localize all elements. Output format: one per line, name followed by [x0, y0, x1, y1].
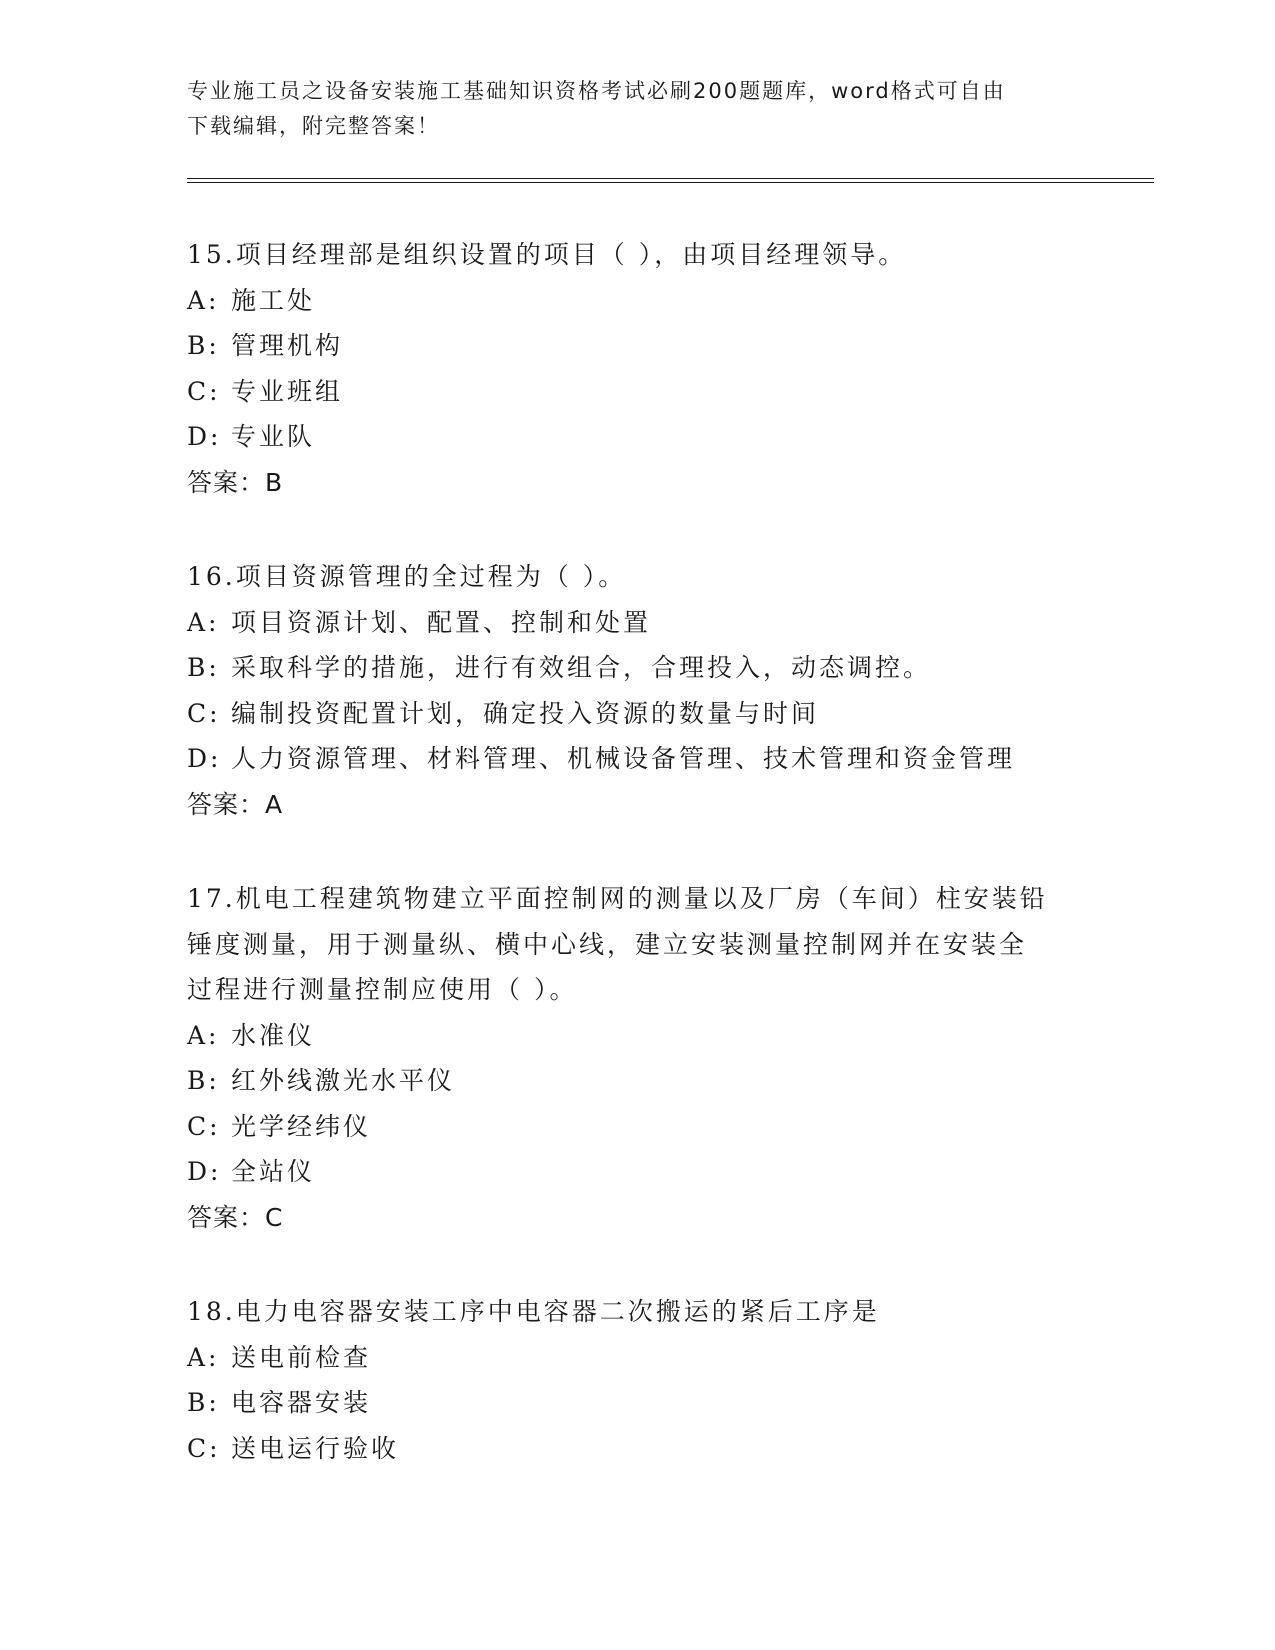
option-letter: B:: [187, 1388, 220, 1417]
answer-line: 答案：B: [187, 467, 284, 497]
option-item: [187, 278, 1087, 324]
option-item: [187, 323, 1087, 369]
option-item: [187, 1335, 1087, 1381]
question-text: 17.机电工程建筑物建立平面控制网的测量以及厂房（车间）柱安装铅: [187, 884, 1048, 913]
answer-line: 答案：A: [187, 789, 284, 819]
question-block: [187, 554, 1087, 827]
option-text: 施工处: [231, 285, 316, 315]
option-item: [187, 600, 1087, 646]
option-text: 管理机构: [231, 331, 344, 360]
option-letter: A:: [187, 285, 220, 315]
option-text: 项目资源计划、配置、控制和处置: [231, 607, 652, 637]
question-block: [187, 232, 1087, 505]
option-letter: C:: [187, 1111, 221, 1141]
option-letter: D:: [187, 744, 222, 773]
option-item: [187, 1013, 1087, 1059]
option-letter: C:: [187, 1433, 221, 1463]
option-text: 电容器安装: [231, 1388, 372, 1417]
option-text: 送电运行验收: [231, 1433, 400, 1463]
option-letter: C:: [187, 698, 221, 728]
question-text: 16.项目资源管理的全过程为（ ）。: [187, 562, 627, 591]
header-line-1: 专业施工员之设备安装施工基础知识资格考试必刷200题题库，word格式可自由: [187, 79, 1006, 103]
option-text: 全站仪: [231, 1157, 316, 1186]
header-divider: [187, 178, 1154, 183]
question-text: 18.电力电容器安装工序中电容器二次搬运的紧后工序是: [187, 1297, 880, 1326]
option-letter: B:: [187, 1066, 220, 1095]
option-letter: D:: [187, 1157, 222, 1186]
header-line-2: 下载编辑，附完整答案！: [187, 114, 440, 138]
answer-line: 答案：C: [187, 1202, 284, 1232]
option-item: [187, 1380, 1087, 1426]
option-item: [187, 1149, 1087, 1195]
option-letter: B:: [187, 331, 220, 360]
option-item: [187, 369, 1087, 415]
question-text: 15.项目经理部是组织设置的项目（ ），由项目经理领导。: [187, 240, 907, 269]
option-text: 送电前检查: [231, 1342, 372, 1372]
option-text: 人力资源管理、材料管理、机械设备管理、技术管理和资金管理: [231, 744, 1016, 773]
question-block: [187, 876, 1087, 1240]
option-text: 光学经纬仪: [231, 1111, 372, 1141]
option-item: [187, 414, 1087, 460]
option-letter: D:: [187, 422, 222, 451]
option-item: [187, 691, 1087, 737]
option-text: 采取科学的措施，进行有效组合，合理投入，动态调控。: [231, 653, 932, 682]
option-letter: C:: [187, 376, 221, 406]
option-item: [187, 1104, 1087, 1150]
option-text: 红外线激光水平仪: [231, 1066, 456, 1095]
question-block: [187, 1289, 1087, 1471]
option-text: 编制投资配置计划，确定投入资源的数量与时间: [231, 698, 820, 728]
option-text: 专业班组: [231, 376, 344, 406]
question-text: 锤度测量，用于测量纵、横中心线，建立安装测量控制网并在安装全: [187, 929, 1028, 959]
option-item: [187, 1058, 1087, 1104]
option-text: 水准仪: [231, 1020, 316, 1050]
option-letter: B:: [187, 653, 220, 682]
option-letter: A:: [187, 1020, 220, 1050]
option-letter: A:: [187, 607, 220, 637]
option-item: [187, 645, 1087, 691]
question-text: 过程进行测量控制应使用（ ）。: [187, 975, 578, 1004]
question-list: [187, 232, 1087, 1520]
option-letter: A:: [187, 1342, 220, 1372]
option-text: 专业队: [231, 422, 316, 451]
option-item: [187, 736, 1087, 782]
document-header: [187, 74, 1067, 144]
option-item: [187, 1426, 1087, 1472]
